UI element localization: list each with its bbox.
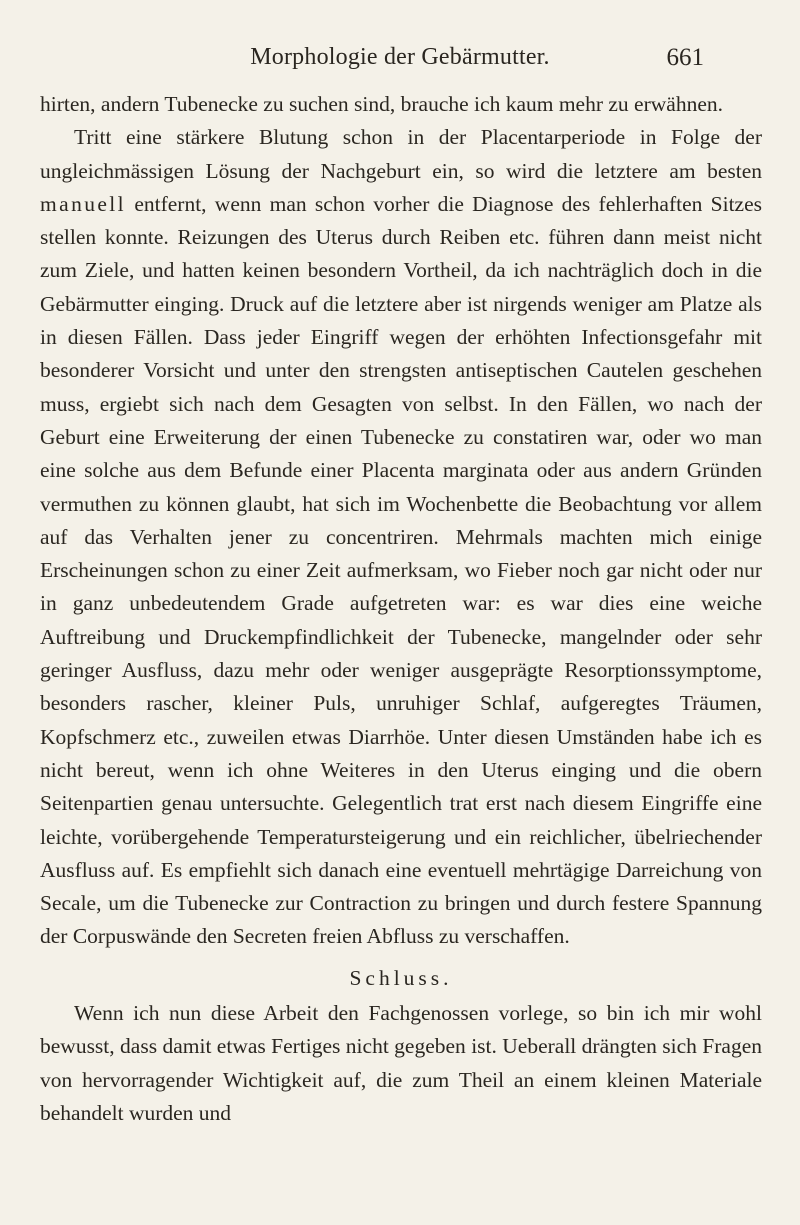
paragraph-schluss: Wenn ich nun diese Arbeit den Fachgenossen vorlege, so bin ich mir wohl bewusst, dass damit etwas Fertiges nicht gegeben ist. Ueberall drängten sich Fragen von hervorragender Wichtigkeit auf, die zum Theil an einem kleinen Materiale behandelt wurden und	[40, 1001, 762, 1125]
running-title: Morphologie der Gebärmutter.	[250, 44, 550, 70]
paragraph-text-start: Tritt eine stärkere Blutung schon in der Placentarperiode in Folge der ungleichmässigen Lösung der Nachgeburt ein, so wird die letztere am besten	[40, 125, 762, 183]
paragraph-continuation: hirten, andern Tubenecke zu suchen sind, brauche ich kaum mehr zu erwähnen.	[40, 92, 723, 116]
emphasis-manuell: manuell	[40, 191, 127, 216]
section-heading-schluss: Schluss.	[349, 965, 453, 990]
body-text	[40, 88, 762, 1130]
page-number: 661	[666, 44, 704, 71]
paragraph-text-rest: entfernt, wenn man schon vorher die Diagnose des fehlerhaften Sitzes stellen konnte. Reizungen des Uterus durch Reiben etc. führen dann meist nicht zum Ziele, und hatten keinen besondern Vortheil, da ich nachträglich doch in die Gebärmutter einging. Druck auf die letztere aber ist nirgends weniger am Platze als in diesen Fällen. Dass jeder Eingriff wegen der erhöhten Infectionsgefahr mit besonderer Vorsicht und unter den strengsten antiseptischen Cautelen geschehen muss, ergiebt sich nach dem Gesagten von selbst. In den Fällen, wo nach der Geburt eine Erweiterung der einen Tubenecke zu constatiren war, oder wo man eine solche aus dem Befunde einer Placenta marginata oder aus andern Gründen vermuthen zu können glaubt, hat sich im Wochenbette die Beobachtung vor allem auf das Verhalten jener zu concentriren. Mehrmals machten mich einige Erscheinungen schon zu einer Zeit aufmerksam, wo Fieber noch gar nicht oder nur in ganz unbedeutendem Grade aufgetreten war: es war dies eine weiche Auftreibung und Druckempfindlichkeit der Tubenecke, mangelnder oder sehr geringer Ausfluss, dazu mehr oder weniger ausgeprägte Resorptionssymptome, besonders rascher, kleiner Puls, unruhiger Schlaf, aufgeregtes Träumen, Kopfschmerz etc., zuweilen etwas Diarrhöe. Unter diesen Umständen habe ich es nicht bereut, wenn ich ohne Weiteres in den Uterus einging und die obern Seitenpartien genau untersuchte. Gelegentlich trat erst nach diesem Eingriffe eine leichte, vorübergehende Temperatursteigerung und ein reichlicher, übelriechender Ausfluss auf. Es empfiehlt sich danach eine eventuell mehrtägige Darreichung von Secale, um die Tubenecke zur Contraction zu bringen und durch festere Spannung der Corpuswände den Secreten freien Abfluss zu verschaffen.	[40, 191, 762, 949]
paragraph-placentarperiode	[40, 121, 762, 953]
page-header	[0, 44, 800, 74]
